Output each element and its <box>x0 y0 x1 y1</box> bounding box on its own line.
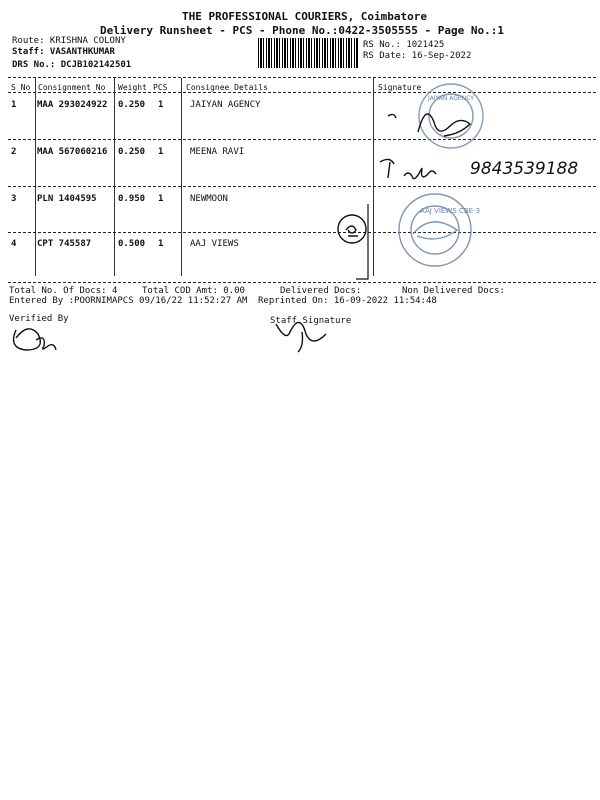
route-label: Route: KRISHNA COLONY <box>12 36 126 46</box>
runsheet-title: Delivery Runsheet - PCS - Phone No.:0422-3505555 - Page No.:1 <box>100 24 504 37</box>
verified-by-label: Verified By <box>9 314 69 324</box>
company-stamp-2 <box>399 194 471 266</box>
barcode <box>258 38 358 68</box>
col-pcs: PCS <box>153 83 168 92</box>
row-4-consignee: AAJ VIEWS <box>190 239 239 249</box>
col-signature: Signature <box>378 83 422 92</box>
staff-signature <box>276 322 326 352</box>
verifier-signature <box>14 329 56 350</box>
staff-signature-label: Staff Signature <box>270 316 352 326</box>
row-2-consignee: MEENA RAVI <box>190 147 245 157</box>
signature-2 <box>380 159 436 178</box>
total-cod: Total COD Amt: 0.00 <box>142 286 245 296</box>
delivered-docs: Delivered Docs: <box>280 286 362 296</box>
company-stamp-1 <box>419 84 483 148</box>
circled-mark <box>338 215 366 243</box>
footer-signatures <box>6 318 366 368</box>
signature-area <box>318 74 598 294</box>
col-weight: Weight <box>118 83 147 92</box>
row-3-pcs: 1 <box>158 194 164 204</box>
row-3-sno: 3 <box>11 194 17 204</box>
row-4-weight: 0.500 <box>118 239 146 249</box>
drs-number: DRS No.: DCJB102142501 <box>12 60 132 70</box>
stamp-1-text: JAIYAN AGENCY <box>428 95 474 102</box>
staff-label: Staff: VASANTHKUMAR <box>12 47 115 57</box>
column-line <box>114 78 115 276</box>
row-3-consignee: NEWMOON <box>190 194 228 204</box>
row-2-sno: 2 <box>11 147 17 157</box>
column-line <box>181 78 182 276</box>
rs-number: RS No.: 1021425 <box>363 40 445 50</box>
row-1-pcs: 1 <box>158 100 164 110</box>
company-title: THE PROFESSIONAL COURIERS, Coimbatore <box>182 10 428 23</box>
row-3-consignment: PLN 1404595 <box>37 194 97 204</box>
row-4-sno: 4 <box>11 239 17 249</box>
handwritten-phone: 9843539188 <box>470 159 579 179</box>
rs-date: RS Date: 16-Sep-2022 <box>363 51 472 61</box>
row-4-pcs: 1 <box>158 239 164 249</box>
row-1-consignee: JAIYAN AGENCY <box>190 100 261 110</box>
col-consignee: Consignee Details <box>186 83 268 92</box>
stamp-2-text: AAJ VIEWS CBE-3 <box>420 207 481 215</box>
column-line <box>35 78 36 276</box>
row-3-weight: 0.950 <box>118 194 146 204</box>
row-1-weight: 0.250 <box>118 100 146 110</box>
total-docs: Total No. Of Docs: 4 <box>9 286 118 296</box>
non-delivered-docs: Non Delivered Docs: <box>402 286 505 296</box>
reprinted-on: Reprinted On: 16-09-2022 11:54:48 <box>258 296 437 306</box>
row-4-consignment: CPT 745587 <box>37 239 92 249</box>
entered-by: Entered By :POORNIMAPCS 09/16/22 11:52:27 AM <box>9 296 248 306</box>
row-2-consignment: MAA 567060216 <box>37 147 108 157</box>
col-sno: S No <box>11 83 31 92</box>
row-2-weight: 0.250 <box>118 147 146 157</box>
row-1-consignment: MAA 293024922 <box>37 100 108 110</box>
row-2-pcs: 1 <box>158 147 164 157</box>
row-1-sno: 1 <box>11 100 17 110</box>
col-consignment: Consignment No <box>38 83 106 92</box>
